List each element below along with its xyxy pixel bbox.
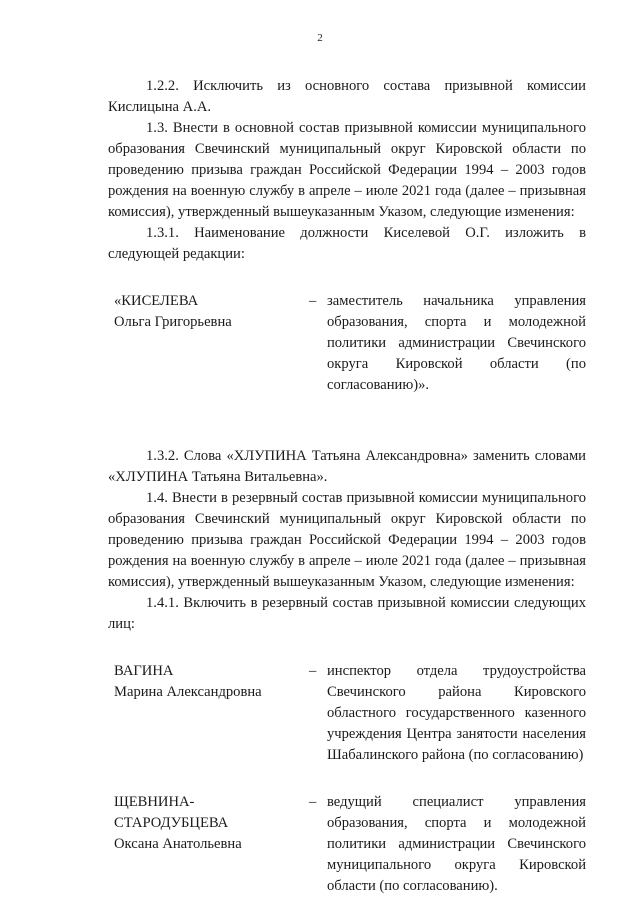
document-body [108,76,586,897]
paragraph-1-3-2: 1.3.2. Слова «ХЛУПИНА Татьяна Александровна» заменить словами «ХЛУПИНА Татьяна Витальевна». [108,448,586,485]
entry-surname: «КИСЕЛЕВА [114,293,199,309]
paragraph-1-3-1: 1.3.1. Наименование должности Киселевой О.Г. изложить в следующей редакции: [108,225,586,262]
entry-name [108,661,309,703]
entry-surname: ВАГИНА [114,663,174,679]
entry-name [108,291,309,333]
entry-given-name: Ольга Григорьевна [114,314,232,330]
page-number: 2 [317,32,323,44]
paragraph-1-2-2: 1.2.2. Исключить из основного состава призывной комиссии Кислицына А.А. [108,78,586,115]
paragraph-1-4: 1.4. Внести в резервный состав призывной комиссии муниципального образования Свечинский муниципальный округ Кировской области по проведению призыва граждан Российской Федерации 1994 – 2003 годов рождения на военную службу в апреле – июле 2021 года (далее – призывная комиссия), утвержденный вышеуказанным Указом, следующие изменения: [108,490,586,590]
entry-vagina [108,661,586,766]
entry-name [108,792,309,855]
paragraph-1-3: 1.3. Внести в основной состав призывной комиссии муниципального образования Свечинский муниципальный округ Кировской области по проведению призыва граждан Российской Федерации 1994 – 2003 годов рождения на военную службу в апреле – июле 2021 года (далее – призывная комиссия), утвержденный вышеуказанным Указом, следующие изменения: [108,120,586,220]
entry-dash: – [309,663,317,679]
entry-surname: ЩЕВНИНА- [114,794,195,810]
entry-surname-cont: СТАРОДУБЦЕВА [114,815,229,831]
entry-given-name: Марина Александровна [114,684,262,700]
entry-position: инспектор отдела трудоустройства Свечинского района Кировского областного государственного казенного учреждения Центра занятости населения Шабалинского района (по согласованию) [327,663,586,763]
entry-dash: – [309,293,317,309]
entry-position: заместитель начальника управления образования, спорта и молодежной политики администрации Свечинского округа Кировской области (по согласованию)». [327,293,586,393]
entry-kiseleva [108,291,586,396]
entry-position: ведущий специалист управления образования, спорта и молодежной политики администрации Свечинского муниципального округа Кировской области (по согласованию). [327,794,586,894]
entry-given-name: Оксана Анатольевна [114,836,242,852]
entry-shchevnina [108,792,586,897]
paragraph-1-4-1: 1.4.1. Включить в резервный состав призывной комиссии следующих лиц: [108,595,586,632]
entry-dash: – [309,794,317,810]
